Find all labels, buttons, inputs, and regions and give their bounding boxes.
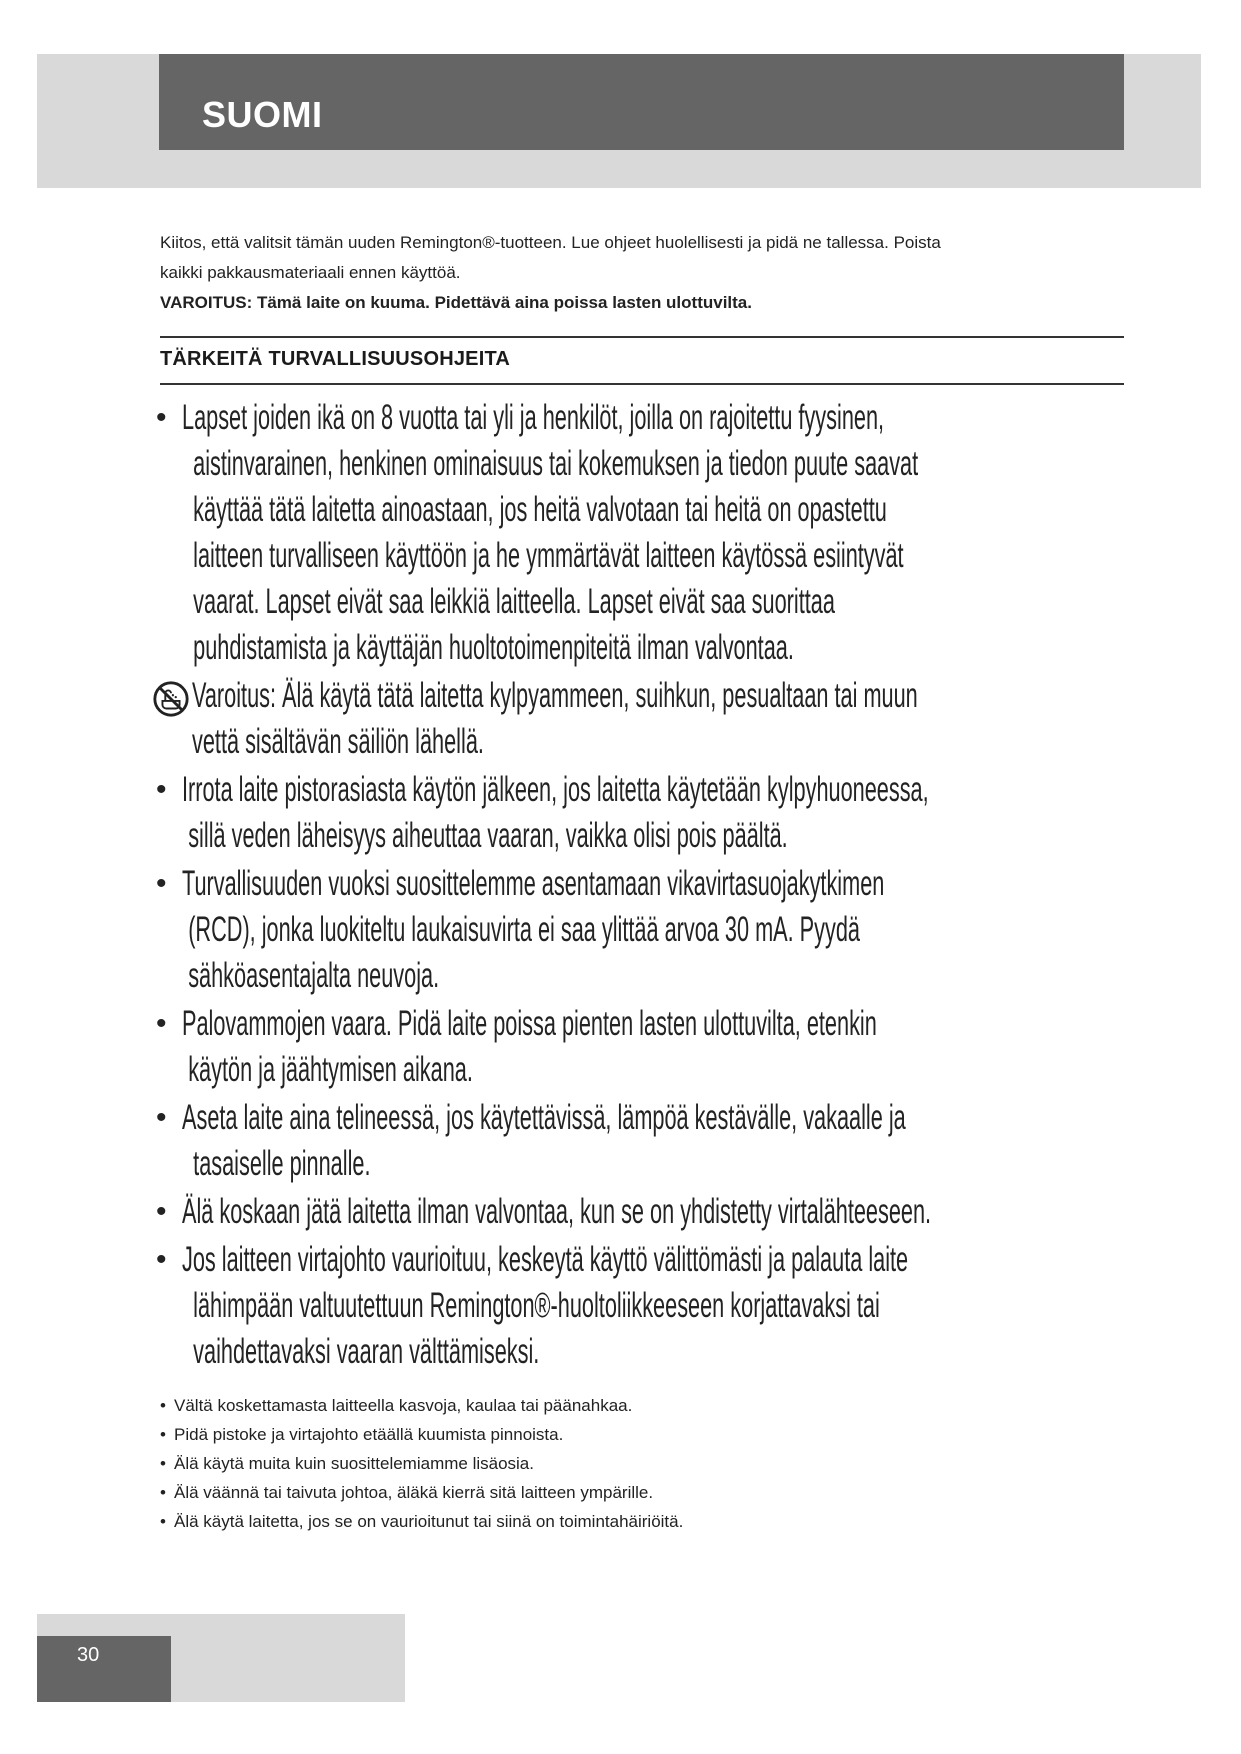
safety-line: aistinvarainen, henkinen ominaisuus tai kokemuksen ja tiedon puute saavat (193, 444, 919, 483)
safety-item (156, 861, 1116, 999)
safety-item-text (182, 1189, 1069, 1235)
safety-line: tasaiselle pinnalle. (193, 1144, 371, 1183)
safety-line: Jos laitteen virtajohto vaurioituu, keskeytä käyttö välittömästi ja palauta laite (182, 1240, 909, 1279)
safety-item (156, 1095, 1116, 1187)
safety-line: (RCD), jonka luokiteltu laukaisuvirta ei saa ylittää arvoa 30 mA. Pyydä (188, 910, 860, 949)
safety-line: vettä sisältävän säiliön lähellä. (192, 722, 484, 761)
bullet: • (160, 1454, 166, 1473)
safety-item (156, 767, 1116, 859)
safety-line: puhdistamista ja käyttäjän huoltotoimenpiteitä ilman valvontaa. (193, 628, 794, 667)
list-item (160, 1449, 683, 1478)
list-item (160, 1420, 683, 1449)
list-item-text: Älä käytä laitetta, jos se on vaurioitunut tai siinä on toimintahäiriöitä. (174, 1512, 684, 1531)
page-number-box (37, 1636, 171, 1702)
safety-item-text (192, 673, 1079, 765)
bullet: • (160, 1512, 166, 1531)
bullet: • (156, 1101, 167, 1134)
safety-item (156, 1189, 1116, 1235)
heading-rule-bottom (160, 383, 1124, 385)
bullet: • (156, 1195, 167, 1228)
section-heading: TÄRKEITÄ TURVALLISUUSOHJEITA (160, 348, 511, 370)
safety-line: sähköasentajalta neuvoja. (188, 956, 440, 995)
list-item (160, 1391, 683, 1420)
safety-item-text (182, 767, 1069, 859)
intro-line-2: kaikki pakkausmateriaali ennen käyttöä. (160, 263, 461, 282)
intro-text (160, 228, 1120, 318)
safety-item-warning (156, 673, 1116, 765)
list-item (160, 1478, 683, 1507)
safety-item-text (182, 1095, 1069, 1187)
safety-line: käytön ja jäähtymisen aikana. (188, 1050, 473, 1089)
safety-item (156, 1237, 1116, 1375)
small-safety-list (160, 1391, 683, 1536)
safety-line: käyttää tätä laitetta ainoastaan, jos heitä valvotaan tai heitä on opastettu (193, 490, 887, 529)
page-title: SUOMI (202, 94, 323, 135)
intro-warning: VAROITUS: Tämä laite on kuuma. Pidettävä aina poissa lasten ulottuvilta. (160, 293, 752, 312)
bullet: • (160, 1425, 166, 1444)
safety-list (156, 395, 1116, 1377)
bullet: • (156, 867, 167, 900)
safety-line: Älä koskaan jätä laitetta ilman valvontaa, kun se on yhdistetty virtalähteeseen. (182, 1192, 932, 1231)
list-item (160, 1507, 683, 1536)
safety-item-text (182, 1001, 1069, 1093)
bullet: • (156, 1007, 167, 1040)
safety-line: sillä veden läheisyys aiheuttaa vaaran, vaikka olisi pois päältä. (188, 816, 788, 855)
safety-line: Irrota laite pistorasiasta käytön jälkeen, jos laitetta käytetään kylpyhuoneessa, (182, 770, 929, 809)
safety-line: Palovammojen vaara. Pidä laite poissa pienten lasten ulottuvilta, etenkin (182, 1004, 877, 1043)
safety-item (156, 395, 1116, 671)
safety-line: Turvallisuuden vuoksi suosittelemme asentamaan vikavirtasuojakytkimen (182, 864, 885, 903)
bullet: • (160, 1396, 166, 1415)
bullet: • (156, 773, 167, 806)
intro-line-1: Kiitos, että valitsit tämän uuden Remington®-tuotteen. Lue ohjeet huolellisesti ja pidä ne tallessa. Poista (160, 233, 941, 252)
safety-line: Aseta laite aina telineessä, jos käytettävissä, lämpöä kestävälle, vakaalle ja (182, 1098, 906, 1137)
safety-line: Varoitus: Älä käytä tätä laitetta kylpyammeen, suihkun, pesualtaan tai muun (192, 676, 918, 715)
safety-line: laitteen turvalliseen käyttöön ja he ymmärtävät laitteen käytössä esiintyvät (193, 536, 904, 575)
safety-item-text (182, 1237, 1069, 1375)
safety-item-text (182, 395, 1069, 671)
safety-line: vaihdettavaksi vaaran välttämiseksi. (193, 1332, 540, 1371)
title-bar (159, 54, 1124, 150)
safety-line: Lapset joiden ikä on 8 vuotta tai yli ja henkilöt, joilla on rajoitettu fyysinen, (182, 398, 885, 437)
heading-rule-top (160, 336, 1124, 338)
list-item-text: Älä käytä muita kuin suosittelemiamme lisäosia. (174, 1454, 534, 1473)
bullet: • (156, 1243, 167, 1276)
page-number: 30 (77, 1644, 100, 1666)
list-item-text: Älä väännä tai taivuta johtoa, äläkä kierrä sitä laitteen ympärille. (174, 1483, 654, 1502)
safety-line: vaarat. Lapset eivät saa leikkiä laitteella. Lapset eivät saa suorittaa (193, 582, 835, 621)
list-item-text: Vältä koskettamasta laitteella kasvoja, kaulaa tai päänahkaa. (174, 1396, 633, 1415)
bullet: • (160, 1483, 166, 1502)
no-bathtub-warning-icon (152, 680, 190, 718)
safety-line: lähimpään valtuutettuun Remington®-huoltoliikkeeseen korjattavaksi tai (193, 1286, 880, 1325)
safety-item (156, 1001, 1116, 1093)
safety-item-text (182, 861, 1069, 999)
bullet: • (156, 401, 167, 434)
list-item-text: Pidä pistoke ja virtajohto etäällä kuumista pinnoista. (174, 1425, 564, 1444)
